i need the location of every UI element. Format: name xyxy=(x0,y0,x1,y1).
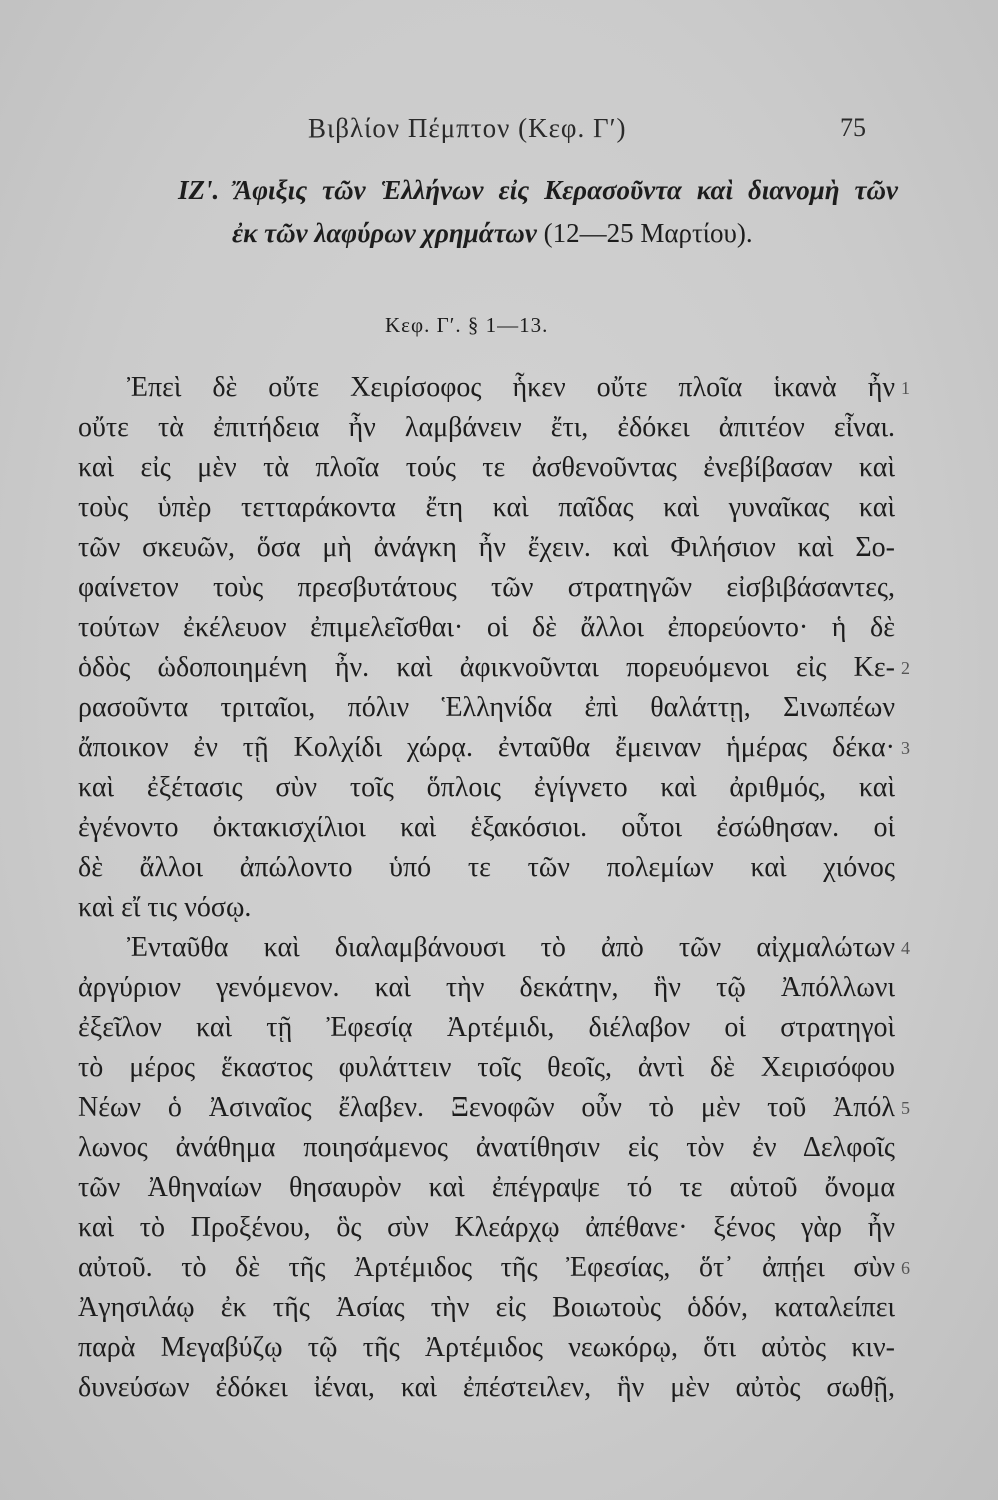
text-line xyxy=(78,408,895,448)
line-text: ἄποικον ἐν τῇ Κολχίδι χώρᾳ. ἐνταῦθα ἔμειναν ἡμέρας δέκα· xyxy=(78,732,895,763)
text-line xyxy=(78,1208,895,1248)
line-text: παρὰ Μεγαβύζῳ τῷ τῆς Ἀρτέμιδος νεωκόρῳ, ὅτι αὐτὸς κιν- xyxy=(78,1332,895,1363)
section-heading xyxy=(178,172,898,208)
section-marker: 4 xyxy=(901,938,910,958)
text-line xyxy=(78,808,895,848)
text-line xyxy=(78,648,910,688)
section-marker: 3 xyxy=(901,738,910,758)
section-title: Ἄφιξις τῶν Ἑλλήνων εἰς Κερασοῦντα καὶ διανομὴ τῶν xyxy=(234,175,898,205)
text-line xyxy=(78,1128,895,1168)
line-text: Ἐπεὶ δὲ οὔτε Χειρίσοφος ἧκεν οὔτε πλοῖα ἱκανὰ ἦν xyxy=(127,372,895,403)
line-text: καὶ εἰς μὲν τὰ πλοῖα τούς τε ἀσθενοῦντας ἐνεβίβασαν καὶ xyxy=(78,452,895,483)
line-text: τὸ μέρος ἕκαστος φυλάττειν τοῖς θεοῖς, ἀντὶ δὲ Χειρισόφου xyxy=(78,1052,895,1083)
section-marker: 5 xyxy=(901,1098,910,1118)
text-line xyxy=(78,688,895,728)
text-line xyxy=(78,768,895,808)
text-line xyxy=(78,1328,895,1368)
line-text: καὶ εἴ τις νόσῳ. xyxy=(78,892,252,923)
text-line xyxy=(78,1368,895,1408)
section-marker: 6 xyxy=(901,1258,910,1278)
section-marker: 2 xyxy=(901,658,910,678)
page-number: 75 xyxy=(840,113,866,142)
line-text: ὁδὸς ὡδοποιημένη ἦν. καὶ ἀφικνοῦνται πορευόμενοι εἰς Κε- xyxy=(78,652,895,683)
paragraph xyxy=(78,368,910,928)
text-line xyxy=(78,528,895,568)
line-text: ἀργύριον γενόμενον. καὶ τὴν δεκάτην, ἣν τῷ Ἀπόλλωνι xyxy=(78,972,895,1003)
line-text: δυνεύσων ἐδόκει ἰέναι, καὶ ἐπέστειλεν, ἣν μὲν αὐτὸς σωθῇ, xyxy=(78,1372,895,1403)
section-dates: (12—25 Μαρτίου). xyxy=(543,218,753,248)
chapter-reference: Κεφ. Γʹ. § 1—13. xyxy=(385,313,549,337)
text-line xyxy=(78,968,895,1008)
text-line xyxy=(78,568,895,608)
line-text: δὲ ἄλλοι ἀπώλοντο ὑπό τε τῶν πολεμίων καὶ χιόνος xyxy=(78,852,895,883)
text-line xyxy=(78,1008,895,1048)
line-text: τούτων ἐκέλευον ἐπιμελεῖσθαι· οἱ δὲ ἄλλοι ἐπορεύοντο· ἡ δὲ xyxy=(78,612,895,643)
line-text: φαίνετον τοὺς πρεσβυτάτους τῶν στρατηγῶν εἰσβιβάσαντες, xyxy=(78,572,895,603)
line-text: ρασοῦντα τριταῖοι, πόλιν Ἑλληνίδα ἐπὶ θαλάττῃ, Σινωπέων xyxy=(78,692,895,723)
line-text: Νέων ὁ Ἀσιναῖος ἔλαβεν. Ξενοφῶν οὖν τὸ μὲν τοῦ Ἀπόλ xyxy=(78,1092,895,1123)
line-text: καὶ τὸ Προξένου, ὃς σὺν Κλεάρχῳ ἀπέθανε· ξένος γὰρ ἦν xyxy=(78,1212,895,1243)
text-line xyxy=(78,848,895,888)
paragraph xyxy=(78,928,910,1408)
text-line xyxy=(78,1168,895,1208)
text-line xyxy=(78,368,910,408)
text-line xyxy=(78,1088,910,1128)
text-line xyxy=(78,448,895,488)
line-text: αὐτοῦ. τὸ δὲ τῆς Ἀρτέμιδος τῆς Ἐφεσίας, ὅτ᾽ ἀπῄει σὺν xyxy=(78,1252,895,1283)
text-line xyxy=(78,1248,910,1288)
section-marker: 1 xyxy=(901,378,910,398)
section-title-continued: ἐκ τῶν λαφύρων χρημάτων xyxy=(232,218,537,248)
running-title: Βιβλίον Πέμπτον (Κεφ. Γʹ) xyxy=(308,113,627,143)
text-line xyxy=(78,728,910,768)
line-text: ἐξεῖλον καὶ τῇ Ἐφεσίᾳ Ἀρτέμιδι, διέλαβον οἱ στρατηγοὶ xyxy=(78,1012,895,1043)
line-text: Ἀγησιλάῳ ἐκ τῆς Ἀσίας τὴν εἰς Βοιωτοὺς ὁδόν, καταλείπει xyxy=(78,1292,895,1323)
text-line xyxy=(78,888,895,928)
line-text: ἐγένοντο ὀκτακισχίλιοι καὶ ἑξακόσιοι. οὗτοι ἐσώθησαν. οἱ xyxy=(78,812,895,843)
text-line xyxy=(78,488,895,528)
line-text: τῶν Ἀθηναίων θησαυρὸν καὶ ἐπέγραψε τό τε αὑτοῦ ὄνομα xyxy=(78,1172,895,1203)
line-text: οὔτε τὰ ἐπιτήδεια ἦν λαμβάνειν ἔτι, ἐδόκει ἀπιτέον εἶναι. xyxy=(78,412,895,443)
section-heading-continued xyxy=(232,215,753,251)
text-line xyxy=(78,1048,895,1088)
text-line xyxy=(78,928,910,968)
text-line xyxy=(78,608,895,648)
line-text: λωνος ἀνάθημα ποιησάμενος ἀνατίθησιν εἰς τὸν ἐν Δελφοῖς xyxy=(78,1132,895,1163)
line-text: Ἐνταῦθα καὶ διαλαμβάνουσι τὸ ἀπὸ τῶν αἰχμαλώτων xyxy=(127,932,895,963)
line-text: καὶ ἐξέτασις σὺν τοῖς ὅπλοις ἐγίγνετο καὶ ἀριθμός, καὶ xyxy=(78,772,895,803)
body-text xyxy=(78,368,910,1408)
text-line xyxy=(78,1288,895,1328)
line-text: τῶν σκευῶν, ὅσα μὴ ἀνάγκη ἦν ἔχειν. καὶ Φιλήσιον καὶ Σο- xyxy=(78,532,895,563)
line-text: τοὺς ὑπὲρ τετταράκοντα ἔτη καὶ παῖδας καὶ γυναῖκας καὶ xyxy=(78,492,895,523)
section-number: ΙΖʹ. xyxy=(178,175,220,205)
